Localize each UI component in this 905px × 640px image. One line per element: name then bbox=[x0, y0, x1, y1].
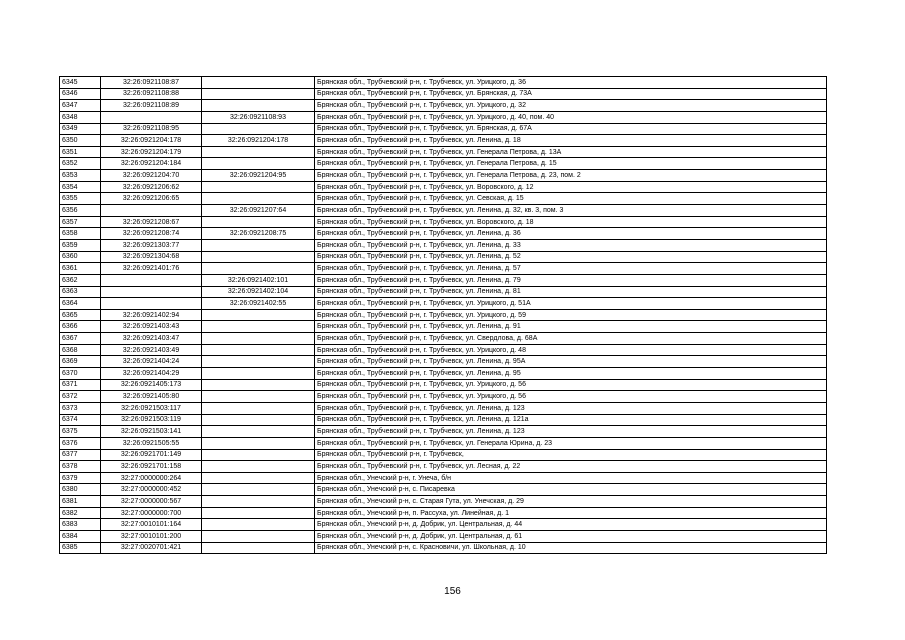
building-cadastral-number-cell bbox=[202, 530, 315, 542]
table-row bbox=[60, 368, 827, 380]
cadastral-number-cell: 32:26:0921208:67 bbox=[101, 216, 202, 228]
row-number-cell: 6375 bbox=[60, 426, 101, 438]
cadastral-number-cell: 32:26:0921204:70 bbox=[101, 170, 202, 182]
cadastral-number-cell: 32:26:0921206:62 bbox=[101, 181, 202, 193]
cadastral-number-cell: 32:26:0921505:55 bbox=[101, 437, 202, 449]
cadastral-number-cell: 32:26:0921208:74 bbox=[101, 228, 202, 240]
address-cell: Брянская обл., Трубчевский р-н, г. Трубчевск, ул. Воровского, д. 12 bbox=[315, 181, 827, 193]
cadastral-number-cell: 32:26:0921404:29 bbox=[101, 368, 202, 380]
building-cadastral-number-cell bbox=[202, 542, 315, 554]
cadastral-number-cell: 32:26:0921701:158 bbox=[101, 461, 202, 473]
building-cadastral-number-cell bbox=[202, 158, 315, 170]
table-row bbox=[60, 251, 827, 263]
building-cadastral-number-cell bbox=[202, 88, 315, 100]
address-cell: Брянская обл., Трубчевский р-н, г. Трубчевск, ул. Ленина, д. 18 bbox=[315, 135, 827, 147]
building-cadastral-number-cell bbox=[202, 461, 315, 473]
cadastral-number-cell: 32:26:0921503:141 bbox=[101, 426, 202, 438]
cadastral-number-cell: 32:26:0921405:80 bbox=[101, 391, 202, 403]
cadastral-number-cell: 32:26:0921403:49 bbox=[101, 344, 202, 356]
table-row bbox=[60, 519, 827, 531]
page-number: 156 bbox=[444, 586, 461, 597]
table-row bbox=[60, 484, 827, 496]
row-number-cell: 6373 bbox=[60, 402, 101, 414]
table-row bbox=[60, 414, 827, 426]
table-row bbox=[60, 298, 827, 310]
row-number-cell: 6368 bbox=[60, 344, 101, 356]
building-cadastral-number-cell bbox=[202, 368, 315, 380]
cadastral-number-cell: 32:26:0921108:88 bbox=[101, 88, 202, 100]
row-number-cell: 6369 bbox=[60, 356, 101, 368]
table-row bbox=[60, 100, 827, 112]
row-number-cell: 6382 bbox=[60, 507, 101, 519]
row-number-cell: 6363 bbox=[60, 286, 101, 298]
address-cell: Брянская обл., Трубчевский р-н, г. Трубчевск, ул. Ленина, д. 32, кв. 3, пом. 3 bbox=[315, 205, 827, 217]
building-cadastral-number-cell: 32:26:0921108:93 bbox=[202, 111, 315, 123]
cadastral-number-cell: 32:27:0020701:421 bbox=[101, 542, 202, 554]
table-row bbox=[60, 286, 827, 298]
cadastral-number-cell: 32:26:0921503:119 bbox=[101, 414, 202, 426]
table-row bbox=[60, 426, 827, 438]
table-row bbox=[60, 158, 827, 170]
table-row bbox=[60, 77, 827, 89]
row-number-cell: 6383 bbox=[60, 519, 101, 531]
row-number-cell: 6361 bbox=[60, 263, 101, 275]
registry-table-body bbox=[60, 77, 827, 554]
cadastral-number-cell bbox=[101, 205, 202, 217]
table-row bbox=[60, 507, 827, 519]
row-number-cell: 6346 bbox=[60, 88, 101, 100]
row-number-cell: 6377 bbox=[60, 449, 101, 461]
cadastral-number-cell: 32:26:0921701:149 bbox=[101, 449, 202, 461]
address-cell: Брянская обл., Трубчевский р-н, г. Трубчевск, ул. Ленина, д. 81 bbox=[315, 286, 827, 298]
cadastral-number-cell: 32:27:0000000:452 bbox=[101, 484, 202, 496]
building-cadastral-number-cell bbox=[202, 402, 315, 414]
address-cell: Брянская обл., Трубчевский р-н, г. Трубчевск, ул. Ленина, д. 123 bbox=[315, 402, 827, 414]
address-cell: Брянская обл., Трубчевский р-н, г. Трубчевск, ул. Ленина, д. 95А bbox=[315, 356, 827, 368]
table-row bbox=[60, 496, 827, 508]
building-cadastral-number-cell bbox=[202, 123, 315, 135]
building-cadastral-number-cell bbox=[202, 181, 315, 193]
cadastral-number-cell: 32:26:0921204:178 bbox=[101, 135, 202, 147]
address-cell: Брянская обл., Трубчевский р-н, г. Трубчевск, ул. Урицкого, д. 36 bbox=[315, 77, 827, 89]
address-cell: Брянская обл., Трубчевский р-н, г. Трубчевск, ул. Брянская, д. 67А bbox=[315, 123, 827, 135]
cadastral-number-cell: 32:26:0921401:76 bbox=[101, 263, 202, 275]
table-row bbox=[60, 402, 827, 414]
address-cell: Брянская обл., Трубчевский р-н, г. Трубчевск, ул. Генерала Петрова, д. 15 bbox=[315, 158, 827, 170]
row-number-cell: 6381 bbox=[60, 496, 101, 508]
row-number-cell: 6350 bbox=[60, 135, 101, 147]
row-number-cell: 6356 bbox=[60, 205, 101, 217]
row-number-cell: 6370 bbox=[60, 368, 101, 380]
cadastral-number-cell: 32:27:0010101:164 bbox=[101, 519, 202, 531]
table-row bbox=[60, 437, 827, 449]
address-cell: Брянская обл., Трубчевский р-н, г. Трубчевск, ул. Генерала Юрина, д. 23 bbox=[315, 437, 827, 449]
building-cadastral-number-cell bbox=[202, 507, 315, 519]
cadastral-number-cell: 32:26:0921503:117 bbox=[101, 402, 202, 414]
building-cadastral-number-cell bbox=[202, 379, 315, 391]
row-number-cell: 6348 bbox=[60, 111, 101, 123]
building-cadastral-number-cell bbox=[202, 472, 315, 484]
table-row bbox=[60, 228, 827, 240]
building-cadastral-number-cell bbox=[202, 263, 315, 275]
address-cell: Брянская обл., Трубчевский р-н, г. Трубчевск, ул. Генерала Петрова, д. 13А bbox=[315, 146, 827, 158]
building-cadastral-number-cell bbox=[202, 391, 315, 403]
row-number-cell: 6379 bbox=[60, 472, 101, 484]
cadastral-number-cell: 32:26:0921303:77 bbox=[101, 239, 202, 251]
table-row bbox=[60, 472, 827, 484]
address-cell: Брянская обл., Трубчевский р-н, г. Трубчевск, ул. Ленина, д. 121а bbox=[315, 414, 827, 426]
cadastral-number-cell: 32:26:0921108:87 bbox=[101, 77, 202, 89]
address-cell: Брянская обл., Унечский р-н, с. Старая Гута, ул. Унечская, д. 29 bbox=[315, 496, 827, 508]
address-cell: Брянская обл., Трубчевский р-н, г. Трубчевск, ул. Ленина, д. 91 bbox=[315, 321, 827, 333]
building-cadastral-number-cell: 32:26:0921207:64 bbox=[202, 205, 315, 217]
row-number-cell: 6345 bbox=[60, 77, 101, 89]
table-row bbox=[60, 274, 827, 286]
table-row bbox=[60, 530, 827, 542]
address-cell: Брянская обл., Унечский р-н, д. Добрик, ул. Центральная, д. 61 bbox=[315, 530, 827, 542]
address-cell: Брянская обл., Трубчевский р-н, г. Трубчевск, ул. Урицкого, д. 40, пом. 40 bbox=[315, 111, 827, 123]
table-row bbox=[60, 309, 827, 321]
address-cell: Брянская обл., Трубчевский р-н, г. Трубчевск, ул. Ленина, д. 52 bbox=[315, 251, 827, 263]
cadastral-number-cell bbox=[101, 286, 202, 298]
building-cadastral-number-cell bbox=[202, 356, 315, 368]
address-cell: Брянская обл., Трубчевский р-н, г. Трубчевск, ул. Генерала Петрова, д. 23, пом. 2 bbox=[315, 170, 827, 182]
building-cadastral-number-cell: 32:26:0921208:75 bbox=[202, 228, 315, 240]
row-number-cell: 6359 bbox=[60, 239, 101, 251]
address-cell: Брянская обл., Трубчевский р-н, г. Трубчевск, ул. Урицкого, д. 59 bbox=[315, 309, 827, 321]
table-row bbox=[60, 111, 827, 123]
table-row bbox=[60, 170, 827, 182]
address-cell: Брянская обл., Трубчевский р-н, г. Трубчевск, ул. Лесная, д. 22 bbox=[315, 461, 827, 473]
building-cadastral-number-cell bbox=[202, 193, 315, 205]
cadastral-number-cell bbox=[101, 111, 202, 123]
row-number-cell: 6364 bbox=[60, 298, 101, 310]
building-cadastral-number-cell: 32:26:0921402:104 bbox=[202, 286, 315, 298]
building-cadastral-number-cell bbox=[202, 216, 315, 228]
table-row bbox=[60, 181, 827, 193]
address-cell: Брянская обл., Трубчевский р-н, г. Трубчевск, ул. Ленина, д. 123 bbox=[315, 426, 827, 438]
address-cell: Брянская обл., Унечский р-н, с. Красновичи, ул. Школьная, д. 10 bbox=[315, 542, 827, 554]
address-cell: Брянская обл., Трубчевский р-н, г. Трубчевск, bbox=[315, 449, 827, 461]
cadastral-number-cell: 32:27:0000000:567 bbox=[101, 496, 202, 508]
table-row bbox=[60, 333, 827, 345]
address-cell: Брянская обл., Трубчевский р-н, г. Трубчевск, ул. Урицкого, д. 48 bbox=[315, 344, 827, 356]
table-row bbox=[60, 391, 827, 403]
building-cadastral-number-cell bbox=[202, 437, 315, 449]
address-cell: Брянская обл., Унечский р-н, п. Рассуха, ул. Линейная, д. 1 bbox=[315, 507, 827, 519]
building-cadastral-number-cell bbox=[202, 77, 315, 89]
address-cell: Брянская обл., Трубчевский р-н, г. Трубчевск, ул. Ленина, д. 36 bbox=[315, 228, 827, 240]
address-cell: Брянская обл., Трубчевский р-н, г. Трубчевск, ул. Ленина, д. 79 bbox=[315, 274, 827, 286]
building-cadastral-number-cell: 32:26:0921204:95 bbox=[202, 170, 315, 182]
table-row bbox=[60, 146, 827, 158]
building-cadastral-number-cell bbox=[202, 496, 315, 508]
cadastral-number-cell: 32:26:0921204:184 bbox=[101, 158, 202, 170]
cadastral-number-cell: 32:26:0921404:24 bbox=[101, 356, 202, 368]
address-cell: Брянская обл., Унечский р-н, с. Писаревка bbox=[315, 484, 827, 496]
building-cadastral-number-cell bbox=[202, 321, 315, 333]
table-row bbox=[60, 239, 827, 251]
row-number-cell: 6372 bbox=[60, 391, 101, 403]
table-row bbox=[60, 542, 827, 554]
building-cadastral-number-cell bbox=[202, 449, 315, 461]
cadastral-number-cell bbox=[101, 274, 202, 286]
cadastral-number-cell: 32:26:0921204:179 bbox=[101, 146, 202, 158]
row-number-cell: 6347 bbox=[60, 100, 101, 112]
row-number-cell: 6349 bbox=[60, 123, 101, 135]
building-cadastral-number-cell bbox=[202, 333, 315, 345]
row-number-cell: 6358 bbox=[60, 228, 101, 240]
table-row bbox=[60, 193, 827, 205]
cadastral-number-cell: 32:27:0000000:264 bbox=[101, 472, 202, 484]
address-cell: Брянская обл., Трубчевский р-н, г. Трубчевск, ул. Урицкого, д. 32 bbox=[315, 100, 827, 112]
cadastral-number-cell: 32:26:0921403:47 bbox=[101, 333, 202, 345]
building-cadastral-number-cell bbox=[202, 239, 315, 251]
row-number-cell: 6355 bbox=[60, 193, 101, 205]
address-cell: Брянская обл., Унечский р-н, г. Унеча, б/н bbox=[315, 472, 827, 484]
building-cadastral-number-cell bbox=[202, 251, 315, 263]
cadastral-number-cell: 32:26:0921304:68 bbox=[101, 251, 202, 263]
row-number-cell: 6376 bbox=[60, 437, 101, 449]
row-number-cell: 6374 bbox=[60, 414, 101, 426]
cadastral-number-cell: 32:26:0921403:43 bbox=[101, 321, 202, 333]
cadastral-number-cell bbox=[101, 298, 202, 310]
row-number-cell: 6380 bbox=[60, 484, 101, 496]
table-row bbox=[60, 344, 827, 356]
table-row bbox=[60, 88, 827, 100]
cadastral-number-cell: 32:26:0921108:95 bbox=[101, 123, 202, 135]
cadastral-number-cell: 32:27:0010101:200 bbox=[101, 530, 202, 542]
building-cadastral-number-cell bbox=[202, 344, 315, 356]
row-number-cell: 6366 bbox=[60, 321, 101, 333]
table-row bbox=[60, 216, 827, 228]
row-number-cell: 6352 bbox=[60, 158, 101, 170]
address-cell: Брянская обл., Трубчевский р-н, г. Трубчевск, ул. Урицкого, д. 56 bbox=[315, 391, 827, 403]
address-cell: Брянская обл., Трубчевский р-н, г. Трубчевск, ул. Урицкого, д. 56 bbox=[315, 379, 827, 391]
address-cell: Брянская обл., Трубчевский р-н, г. Трубчевск, ул. Брянская, д. 73А bbox=[315, 88, 827, 100]
row-number-cell: 6354 bbox=[60, 181, 101, 193]
building-cadastral-number-cell bbox=[202, 146, 315, 158]
row-number-cell: 6353 bbox=[60, 170, 101, 182]
building-cadastral-number-cell bbox=[202, 309, 315, 321]
cadastral-number-cell: 32:26:0921206:65 bbox=[101, 193, 202, 205]
table-row bbox=[60, 461, 827, 473]
table-row bbox=[60, 449, 827, 461]
registry-table bbox=[59, 76, 827, 554]
table-row bbox=[60, 123, 827, 135]
row-number-cell: 6362 bbox=[60, 274, 101, 286]
table-row bbox=[60, 135, 827, 147]
address-cell: Брянская обл., Трубчевский р-н, г. Трубчевск, ул. Ленина, д. 95 bbox=[315, 368, 827, 380]
cadastral-number-cell: 32:27:0000000:700 bbox=[101, 507, 202, 519]
address-cell: Брянская обл., Трубчевский р-н, г. Трубчевск, ул. Ленина, д. 33 bbox=[315, 239, 827, 251]
row-number-cell: 6365 bbox=[60, 309, 101, 321]
table-row bbox=[60, 321, 827, 333]
building-cadastral-number-cell bbox=[202, 414, 315, 426]
row-number-cell: 6378 bbox=[60, 461, 101, 473]
row-number-cell: 6367 bbox=[60, 333, 101, 345]
building-cadastral-number-cell: 32:26:0921402:101 bbox=[202, 274, 315, 286]
address-cell: Брянская обл., Трубчевский р-н, г. Трубчевск, ул. Свердлова, д. 68А bbox=[315, 333, 827, 345]
address-cell: Брянская обл., Трубчевский р-н, г. Трубчевск, ул. Воровского, д. 18 bbox=[315, 216, 827, 228]
building-cadastral-number-cell: 32:26:0921402:55 bbox=[202, 298, 315, 310]
table-row bbox=[60, 205, 827, 217]
table-row bbox=[60, 379, 827, 391]
table-row bbox=[60, 263, 827, 275]
row-number-cell: 6360 bbox=[60, 251, 101, 263]
cadastral-number-cell: 32:26:0921108:89 bbox=[101, 100, 202, 112]
building-cadastral-number-cell bbox=[202, 100, 315, 112]
building-cadastral-number-cell: 32:26:0921204:178 bbox=[202, 135, 315, 147]
address-cell: Брянская обл., Унечский р-н, д. Добрик, ул. Центральная, д. 44 bbox=[315, 519, 827, 531]
row-number-cell: 6357 bbox=[60, 216, 101, 228]
row-number-cell: 6371 bbox=[60, 379, 101, 391]
address-cell: Брянская обл., Трубчевский р-н, г. Трубчевск, ул. Урицкого, д. 51А bbox=[315, 298, 827, 310]
address-cell: Брянская обл., Трубчевский р-н, г. Трубчевск, ул. Севская, д. 15 bbox=[315, 193, 827, 205]
building-cadastral-number-cell bbox=[202, 426, 315, 438]
cadastral-number-cell: 32:26:0921402:94 bbox=[101, 309, 202, 321]
row-number-cell: 6384 bbox=[60, 530, 101, 542]
row-number-cell: 6351 bbox=[60, 146, 101, 158]
building-cadastral-number-cell bbox=[202, 519, 315, 531]
cadastral-number-cell: 32:26:0921405:173 bbox=[101, 379, 202, 391]
address-cell: Брянская обл., Трубчевский р-н, г. Трубчевск, ул. Ленина, д. 57 bbox=[315, 263, 827, 275]
table-row bbox=[60, 356, 827, 368]
building-cadastral-number-cell bbox=[202, 484, 315, 496]
row-number-cell: 6385 bbox=[60, 542, 101, 554]
